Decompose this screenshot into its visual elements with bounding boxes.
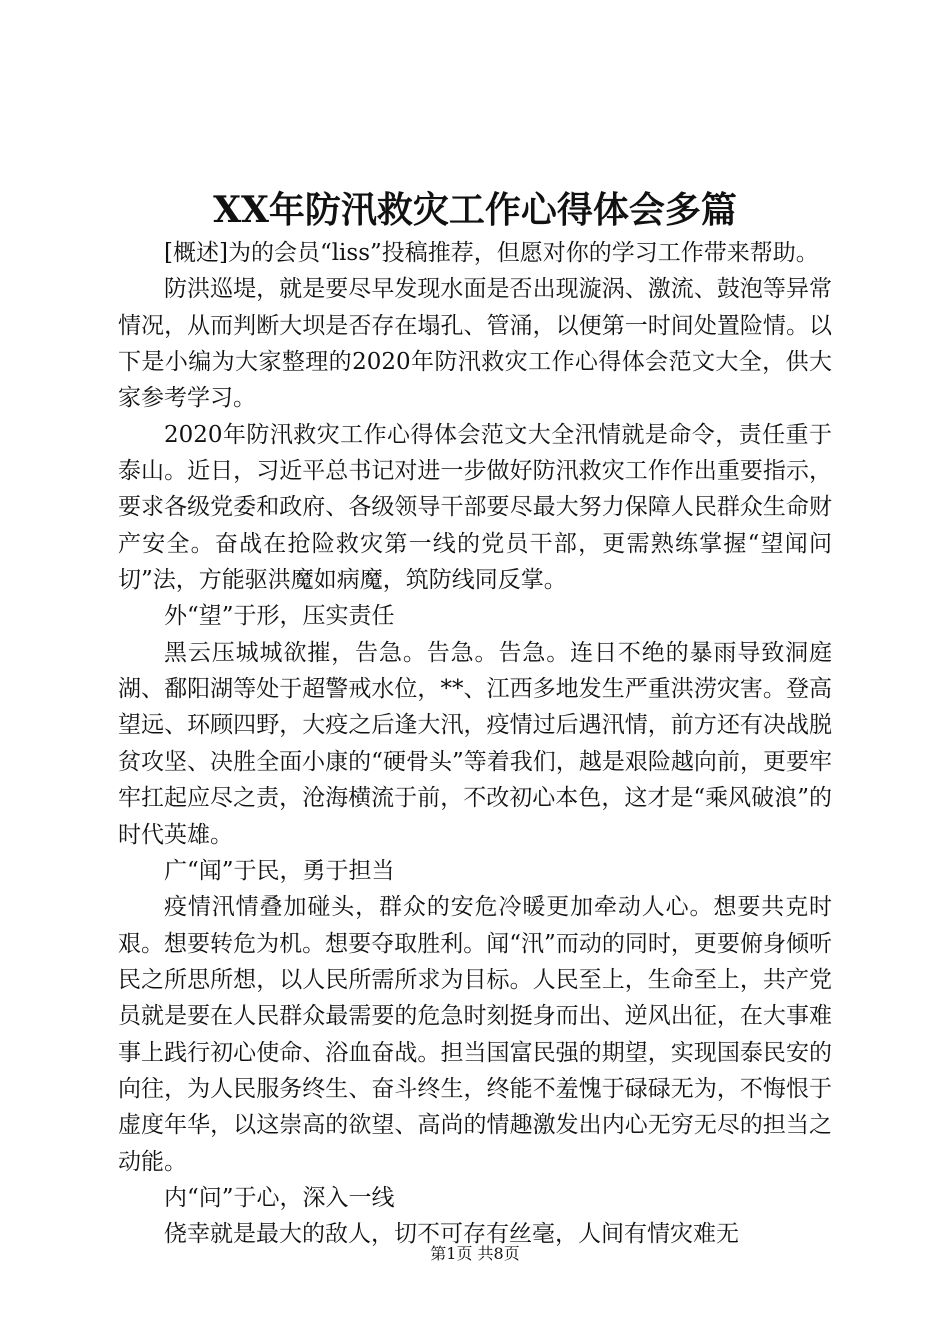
paragraph: 侥幸就是最大的敌人，切不可存有丝毫，人间有情灾难无 (164, 1221, 739, 1248)
page-footer (0, 1243, 950, 1265)
section-heading: 广“闻”于民，勇于担当 (164, 857, 395, 884)
paragraph-summary: [概述]为的会员“liss”投稿推荐，但愿对你的学习工作带来帮助。 (164, 240, 819, 266)
section-heading: 外“望”于形，压实责任 (164, 603, 395, 630)
page-number-indicator: 第1页 共8页 (430, 1244, 520, 1263)
paragraph-main: 2020年防汛救灾工作心得体会范文大全汛情就是命令，责任重于泰山。近日，习近平总书记对进一步做好防汛救灾工作作出重要指示，要求各级党委和政府、各级领导干部要尽最大努力保障人民群众生命财产安全。奋战在抢险救灾第一线的党员干部，更需熟练掌握“望闻问切”法，方能驱洪魔如病魔，筑防线同反掌。 (118, 421, 832, 594)
paragraph: 黑云压城城欲摧，告急。告急。告急。连日不绝的暴雨导致洞庭湖、鄱阳湖等处于超警戒水位，**、江西多地发生严重洪涝灾害。登高望远、环顾四野，大疫之后逢大汛，疫情过后遇汛情，前方还有决战脱贫攻坚、决胜全面小康的“硬骨头”等着我们，越是艰险越向前，更要牢牢扛起应尽之责，沧海横流于前，不改初心本色，这才是“乘风破浪”的时代英雄。 (118, 639, 832, 848)
paragraph-intro: 防洪巡堤，就是要尽早发现水面是否出现漩涡、激流、鼓泡等异常情况，从而判断大坝是否存在塌孔、管涌，以便第一时间处置险情。以下是小编为大家整理的2020年防汛救灾工作心得体会范文大全，供大家参考学习。 (118, 276, 832, 412)
document-body (118, 235, 832, 1253)
section-heading: 内“问”于心，深入一线 (164, 1184, 395, 1211)
paragraph: 疫情汛情叠加碰头，群众的安危冷暖更加牵动人心。想要共克时艰。想要转危为机。想要夺取胜利。闻“汛”而动的同时，更要俯身倾听民之所思所想，以人民所需所求为目标。人民至上，生命至上，共产党员就是要在人民群众最需要的危急时刻挺身而出、逆风出征，在大事难事上践行初心使命、浴血奋战。担当国富民强的期望，实现国泰民安的向往，为人民服务终生、奋斗终生，终能不羞愧于碌碌无为，不悔恨于虚度年华，以这崇高的欲望、高尚的情趣激发出内心无穷无尽的担当之动能。 (118, 894, 832, 1175)
page-title: XX年防汛救灾工作心得体会多篇 (213, 189, 737, 231)
